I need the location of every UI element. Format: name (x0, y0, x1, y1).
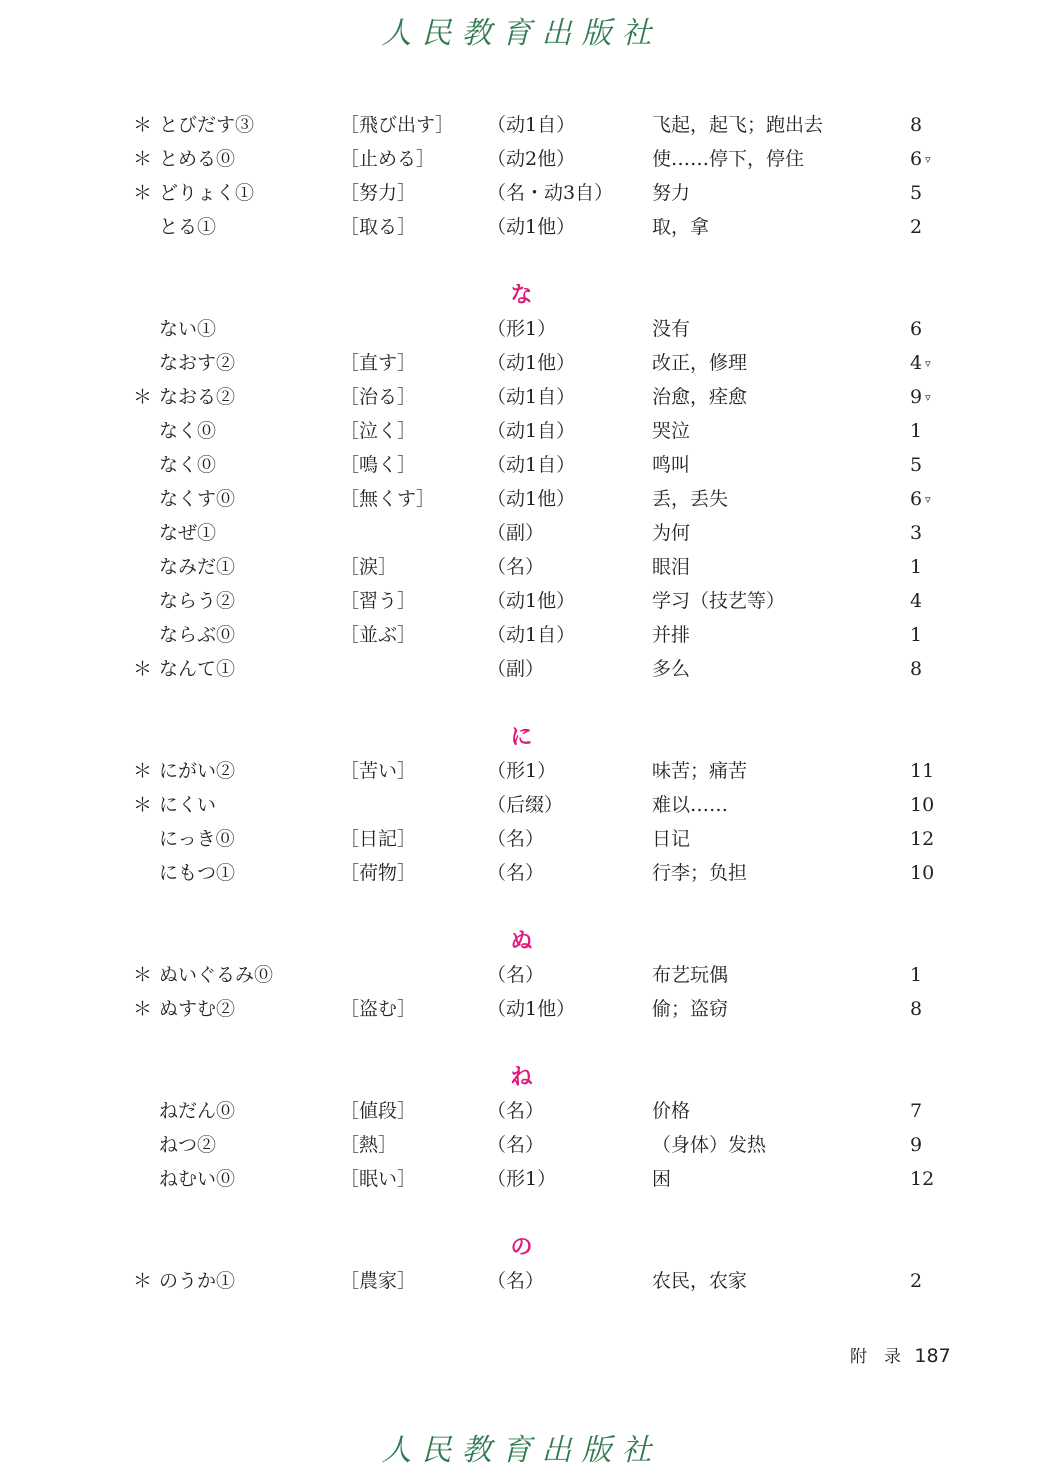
new-word-mark: ＊ (133, 114, 153, 136)
meaning: （身体）发热 (652, 1134, 767, 1156)
triangle-marker-icon: ▿ (925, 493, 931, 506)
section-heading: ね (510, 1064, 533, 1090)
lesson-number: 2 (910, 1270, 923, 1292)
kanji-form: ［止める］ (340, 148, 436, 170)
lesson-number: 10 (910, 794, 935, 816)
kanji-form: ［値段］ (340, 1100, 417, 1122)
lesson-number-value: 4 (910, 352, 923, 374)
reading: にもつ① (159, 862, 236, 884)
meaning: 为何 (652, 522, 691, 544)
meaning: 鸣叫 (652, 454, 691, 476)
kanji-form: ［盗む］ (340, 998, 417, 1020)
reading: ない① (159, 318, 217, 340)
reading: にがい② (159, 760, 236, 782)
lesson-number-value: 9 (910, 386, 923, 408)
reading: なく⓪ (159, 454, 217, 476)
meaning: 味苦；痛苦 (652, 760, 748, 782)
meaning: 学习（技艺等） (652, 590, 786, 612)
vocab-row (0, 992, 1043, 1026)
vocab-row (0, 414, 1043, 448)
part-of-speech: （名） (487, 1100, 545, 1122)
lesson-number: 8 (910, 658, 923, 680)
vocab-row (0, 346, 1043, 380)
new-word-mark: ＊ (133, 964, 153, 986)
reading: なおる② (159, 386, 236, 408)
kanji-form: ［鳴く］ (340, 454, 417, 476)
reading: のうか① (159, 1270, 236, 1292)
new-word-mark: ＊ (133, 148, 153, 170)
kanji-form: ［習う］ (340, 590, 417, 612)
meaning: 取，拿 (652, 216, 710, 238)
lesson-number: 8 (910, 998, 923, 1020)
part-of-speech: （动1自） (487, 624, 576, 646)
vocab-row (0, 516, 1043, 550)
kanji-form: ［努力］ (340, 182, 417, 204)
part-of-speech: （形1） (487, 318, 557, 340)
meaning: 并排 (652, 624, 691, 646)
part-of-speech: （动1他） (487, 352, 576, 374)
vocab-row (0, 1264, 1043, 1298)
vocab-row (0, 108, 1043, 142)
kanji-form: ［泣く］ (340, 420, 417, 442)
part-of-speech: （动1自） (487, 386, 576, 408)
publisher-logo-top: 人民教育出版社 (381, 16, 662, 51)
vocab-row (0, 380, 1043, 414)
vocab-row (0, 482, 1043, 516)
lesson-number: 9 (910, 1134, 923, 1156)
lesson-number: 2 (910, 216, 923, 238)
part-of-speech: （动1自） (487, 114, 576, 136)
part-of-speech: （名・动3自） (487, 182, 614, 204)
meaning: 没有 (652, 318, 691, 340)
new-word-mark: ＊ (133, 386, 153, 408)
meaning: 眼泪 (652, 556, 691, 578)
new-word-mark: ＊ (133, 1270, 153, 1292)
vocab-row (0, 856, 1043, 890)
part-of-speech: （动1他） (487, 998, 576, 1020)
lesson-number-value: 6 (910, 488, 923, 510)
part-of-speech: （名） (487, 964, 545, 986)
vocab-row (0, 448, 1043, 482)
reading: ねだん⓪ (159, 1100, 236, 1122)
reading: なく⓪ (159, 420, 217, 442)
vocab-row (0, 754, 1043, 788)
meaning: 多么 (652, 658, 691, 680)
part-of-speech: （动1自） (487, 420, 576, 442)
triangle-marker-icon: ▿ (925, 153, 931, 166)
vocab-row (0, 1162, 1043, 1196)
kanji-form: ［取る］ (340, 216, 417, 238)
vocab-row (0, 584, 1043, 618)
meaning: 偷；盗窃 (652, 998, 729, 1020)
meaning: 丢，丢失 (652, 488, 729, 510)
vocab-row (0, 312, 1043, 346)
new-word-mark: ＊ (133, 658, 153, 680)
part-of-speech: （名） (487, 828, 545, 850)
lesson-number (910, 346, 931, 381)
reading: なおす② (159, 352, 236, 374)
reading: どりょく① (159, 182, 255, 204)
vocab-row (0, 1128, 1043, 1162)
kanji-form: ［無くす］ (340, 488, 436, 510)
lesson-number: 4 (910, 590, 923, 612)
lesson-number: 1 (910, 624, 923, 646)
reading: とる① (159, 216, 217, 238)
meaning: 难以…… (652, 794, 729, 816)
meaning: 日记 (652, 828, 691, 850)
reading: ぬすむ② (159, 998, 236, 1020)
vocab-row (0, 652, 1043, 686)
vocab-row (0, 958, 1043, 992)
page-number: 187 (914, 1345, 951, 1367)
section-heading: に (510, 724, 533, 750)
reading: とびだす③ (159, 114, 255, 136)
triangle-marker-icon: ▿ (925, 391, 931, 404)
kanji-form: ［荷物］ (340, 862, 417, 884)
kanji-form: ［飛び出す］ (340, 114, 455, 136)
reading: にくい (159, 794, 217, 816)
meaning: 哭泣 (652, 420, 691, 442)
meaning: 改正，修理 (652, 352, 748, 374)
part-of-speech: （名） (487, 862, 545, 884)
reading: なみだ① (159, 556, 236, 578)
part-of-speech: （动1他） (487, 590, 576, 612)
kanji-form: ［涙］ (340, 556, 398, 578)
part-of-speech: （形1） (487, 760, 557, 782)
lesson-number (910, 380, 931, 415)
lesson-number: 8 (910, 114, 923, 136)
reading: ならぶ⓪ (159, 624, 236, 646)
lesson-number: 3 (910, 522, 923, 544)
new-word-mark: ＊ (133, 794, 153, 816)
lesson-number (910, 482, 931, 517)
lesson-number: 7 (910, 1100, 923, 1122)
kanji-form: ［治る］ (340, 386, 417, 408)
triangle-marker-icon: ▿ (925, 357, 931, 370)
part-of-speech: （动2他） (487, 148, 576, 170)
lesson-number: 5 (910, 182, 923, 204)
kanji-form: ［眠い］ (340, 1168, 417, 1190)
footer-label: 附 录 (850, 1347, 901, 1367)
lesson-number: 5 (910, 454, 923, 476)
meaning: 使……停下，停住 (652, 148, 805, 170)
lesson-number (910, 142, 931, 177)
reading: ならう② (159, 590, 236, 612)
kanji-form: ［農家］ (340, 1270, 417, 1292)
part-of-speech: （名） (487, 1134, 545, 1156)
meaning: 治愈，痊愈 (652, 386, 748, 408)
part-of-speech: （动1他） (487, 488, 576, 510)
vocab-row (0, 176, 1043, 210)
part-of-speech: （后缀） (487, 794, 564, 816)
kanji-form: ［熱］ (340, 1134, 398, 1156)
meaning: 布艺玩偶 (652, 964, 729, 986)
kanji-form: ［日記］ (340, 828, 417, 850)
page-footer (850, 1342, 951, 1367)
vocab-row (0, 142, 1043, 176)
new-word-mark: ＊ (133, 182, 153, 204)
lesson-number: 1 (910, 964, 923, 986)
part-of-speech: （动1自） (487, 454, 576, 476)
section-heading: ぬ (510, 928, 533, 954)
reading: なぜ① (159, 522, 217, 544)
part-of-speech: （名） (487, 556, 545, 578)
reading: なくす⓪ (159, 488, 236, 510)
publisher-logo-bottom: 人民教育出版社 (381, 1433, 662, 1468)
kanji-form: ［苦い］ (340, 760, 417, 782)
lesson-number: 6 (910, 318, 923, 340)
vocab-row (0, 1094, 1043, 1128)
section-heading: な (510, 282, 533, 308)
lesson-number-value: 6 (910, 148, 923, 170)
lesson-number: 1 (910, 556, 923, 578)
reading: ねつ② (159, 1134, 217, 1156)
lesson-number: 12 (910, 1168, 935, 1190)
meaning: 价格 (652, 1100, 691, 1122)
vocab-row (0, 210, 1043, 244)
part-of-speech: （副） (487, 522, 545, 544)
vocabulary-list (0, 108, 1043, 1298)
lesson-number: 11 (910, 760, 935, 782)
vocab-row (0, 550, 1043, 584)
vocab-row (0, 822, 1043, 856)
meaning: 农民，农家 (652, 1270, 748, 1292)
lesson-number: 1 (910, 420, 923, 442)
section-heading: の (510, 1234, 533, 1260)
meaning: 困 (652, 1168, 672, 1190)
part-of-speech: （动1他） (487, 216, 576, 238)
meaning: 努力 (652, 182, 691, 204)
new-word-mark: ＊ (133, 998, 153, 1020)
reading: ねむい⓪ (159, 1168, 236, 1190)
part-of-speech: （形1） (487, 1168, 557, 1190)
lesson-number: 10 (910, 862, 935, 884)
lesson-number: 12 (910, 828, 935, 850)
meaning: 行李；负担 (652, 862, 748, 884)
kanji-form: ［直す］ (340, 352, 417, 374)
vocab-row (0, 788, 1043, 822)
reading: ぬいぐるみ⓪ (159, 964, 274, 986)
part-of-speech: （名） (487, 1270, 545, 1292)
meaning: 飞起，起飞；跑出去 (652, 114, 824, 136)
reading: にっき⓪ (159, 828, 235, 850)
new-word-mark: ＊ (133, 760, 153, 782)
reading: とめる⓪ (159, 148, 236, 170)
vocab-row (0, 618, 1043, 652)
kanji-form: ［並ぶ］ (340, 624, 417, 646)
part-of-speech: （副） (487, 658, 545, 680)
reading: なんて① (159, 658, 236, 680)
